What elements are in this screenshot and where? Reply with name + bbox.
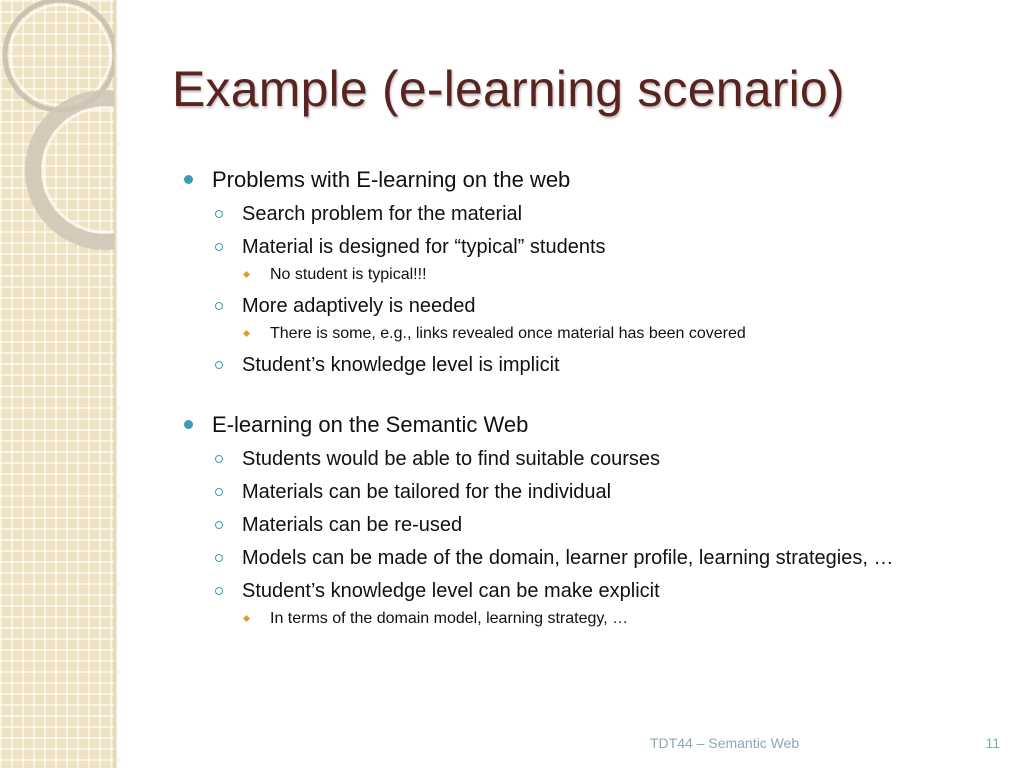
bullet-ring-icon (215, 361, 223, 369)
bullet-text: Materials can be tailored for the individual (242, 481, 612, 503)
bullet-level2 (184, 511, 984, 539)
bullet-text: More adaptively is needed (242, 295, 476, 317)
bullet-text: Student’s knowledge level can be make explicit (242, 580, 660, 602)
bullet-text: There is some, e.g., links revealed once material has been covered (270, 325, 746, 342)
bullet-level1 (184, 164, 984, 195)
bullet-level2 (184, 233, 984, 261)
bullet-dot-icon (184, 175, 193, 184)
bullet-text: Problems with E-learning on the web (212, 167, 571, 192)
bullet-text: Students would be able to find suitable courses (242, 448, 661, 470)
bullet-text: No student is typical!!! (270, 266, 427, 283)
bullet-level2 (184, 200, 984, 228)
bullet-text: Material is designed for “typical” students (242, 236, 606, 258)
bullet-level2 (184, 351, 984, 379)
bullet-level2 (184, 292, 984, 320)
bullet-ring-icon (215, 488, 223, 496)
bullet-text: Materials can be re-used (242, 514, 463, 536)
bullet-ring-icon (215, 587, 223, 595)
band-edge (114, 0, 118, 768)
bullet-level3 (184, 607, 984, 631)
bullet-level2 (184, 577, 984, 605)
bullet-text: E-learning on the Semantic Web (212, 412, 529, 437)
bullet-ring-icon (215, 521, 223, 529)
bullet-level2 (184, 544, 984, 572)
bullet-ring-icon (215, 302, 223, 310)
bullet-ring-icon (215, 210, 223, 218)
bullet-ring-icon (215, 243, 223, 251)
bullet-diamond-icon (243, 271, 250, 278)
bullet-diamond-icon (243, 330, 250, 337)
decorative-side-band (0, 0, 114, 768)
bullet-text: Models can be made of the domain, learner profile, learning strategies, … (242, 547, 894, 569)
bullet-dot-icon (184, 420, 193, 429)
bullet-level3 (184, 263, 984, 287)
bullet-level2 (184, 445, 984, 473)
bullet-level3 (184, 322, 984, 346)
bullet-level1 (184, 409, 984, 440)
decorative-circles (0, 0, 114, 260)
bullet-diamond-icon (243, 615, 250, 622)
bullet-text: Student’s knowledge level is implicit (242, 354, 560, 376)
bullet-ring-icon (215, 455, 223, 463)
bullet-ring-icon (215, 554, 223, 562)
slide-title: Example (e-learning scenario) (172, 61, 845, 117)
slide-body (184, 164, 984, 631)
page-number: 11 (985, 735, 1000, 751)
bullet-level2 (184, 478, 984, 506)
bullet-text: In terms of the domain model, learning strategy, … (270, 610, 629, 627)
bullet-text: Search problem for the material (242, 203, 523, 225)
slide-footer: TDT44 – Semantic Web (650, 735, 800, 751)
